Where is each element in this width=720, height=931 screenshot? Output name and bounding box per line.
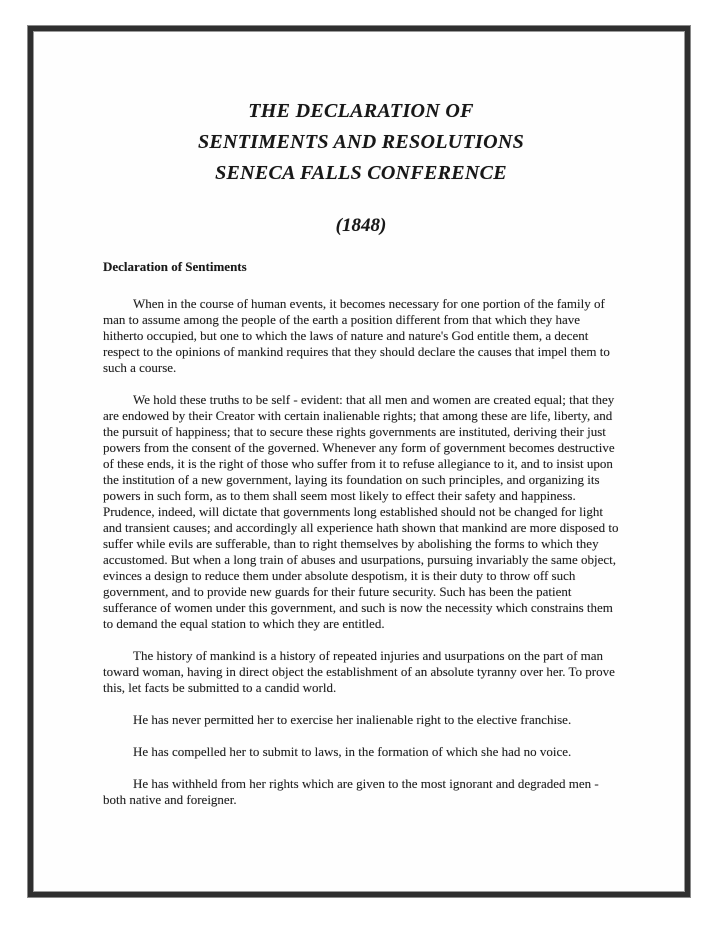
title-line-2: SENTIMENTS AND RESOLUTIONS [197,131,524,154]
paragraph-grievance-franchise: He has never permitted her to exercise her inalienable right to the elective franchise. [133,712,572,728]
document-title [103,96,619,189]
document-header [103,96,619,236]
title-line-3: SENECA FALLS CONFERENCE [215,162,507,185]
document-content [33,31,685,808]
paragraph-history: The history of mankind is a history of repeated injuries and usurpations on the part of man toward woman, having in direct object the establishment of an absolute tyranny over her. To prove this, let facts be submitted to a candid world. [103,648,615,696]
paragraph-truths: We hold these truths to be self - evident: that all men and women are created equal; that they are endowed by their Creator with certain inalienable rights; that among these are life, liberty, and the pursuit of happiness; that to secure these rights governments are instituted, deriving their just powers from the consent of the governed. Whenever any form of government becomes destructive of these ends, it is the right of those who suffer from it to refuse allegiance to it, and to insist upon the institution of a new government, laying its foundation on such principles, and organizing its powers in such form, as to them shall seem most likely to effect their safety and happiness. Prudence, indeed, will dictate that governments long established should not be changed for light and transient causes; and accordingly all experience hath shown that mankind are more disposed to suffer while evils are sufferable, than to right themselves by abolishing the forms to which they accustomed. But when a long train of abuses and usurpations, pursuing invariably the same object, evinces a design to reduce them under absolute despotism, it is their duty to throw off such government, and to provide new guards for their future security. Such has been the patient sufferance of women under this government, and such is now the necessity which constrains them to demand the equal station to which they are entitled. [103,392,619,632]
title-line-1: THE DECLARATION OF [248,100,474,123]
document-year: (1848) [335,215,387,237]
document-body [103,259,619,808]
document-page-frame [28,26,690,897]
paragraph-preamble: When in the course of human events, it becomes necessary for one portion of the family of man to assume among the people of the earth a position different from that which they have hitherto occupied, but one to which the laws of nature and nature's God entitle them, a decent respect to the opinions of mankind requires that they should declare the causes that impel them to such a course. [103,296,610,376]
paragraph-grievance-laws: He has compelled her to submit to laws, in the formation of which she had no voice. [133,744,572,760]
section-heading: Declaration of Sentiments [103,259,247,275]
paragraph-grievance-rights: He has withheld from her rights which are given to the most ignorant and degraded men - both native and foreigner. [103,776,599,808]
